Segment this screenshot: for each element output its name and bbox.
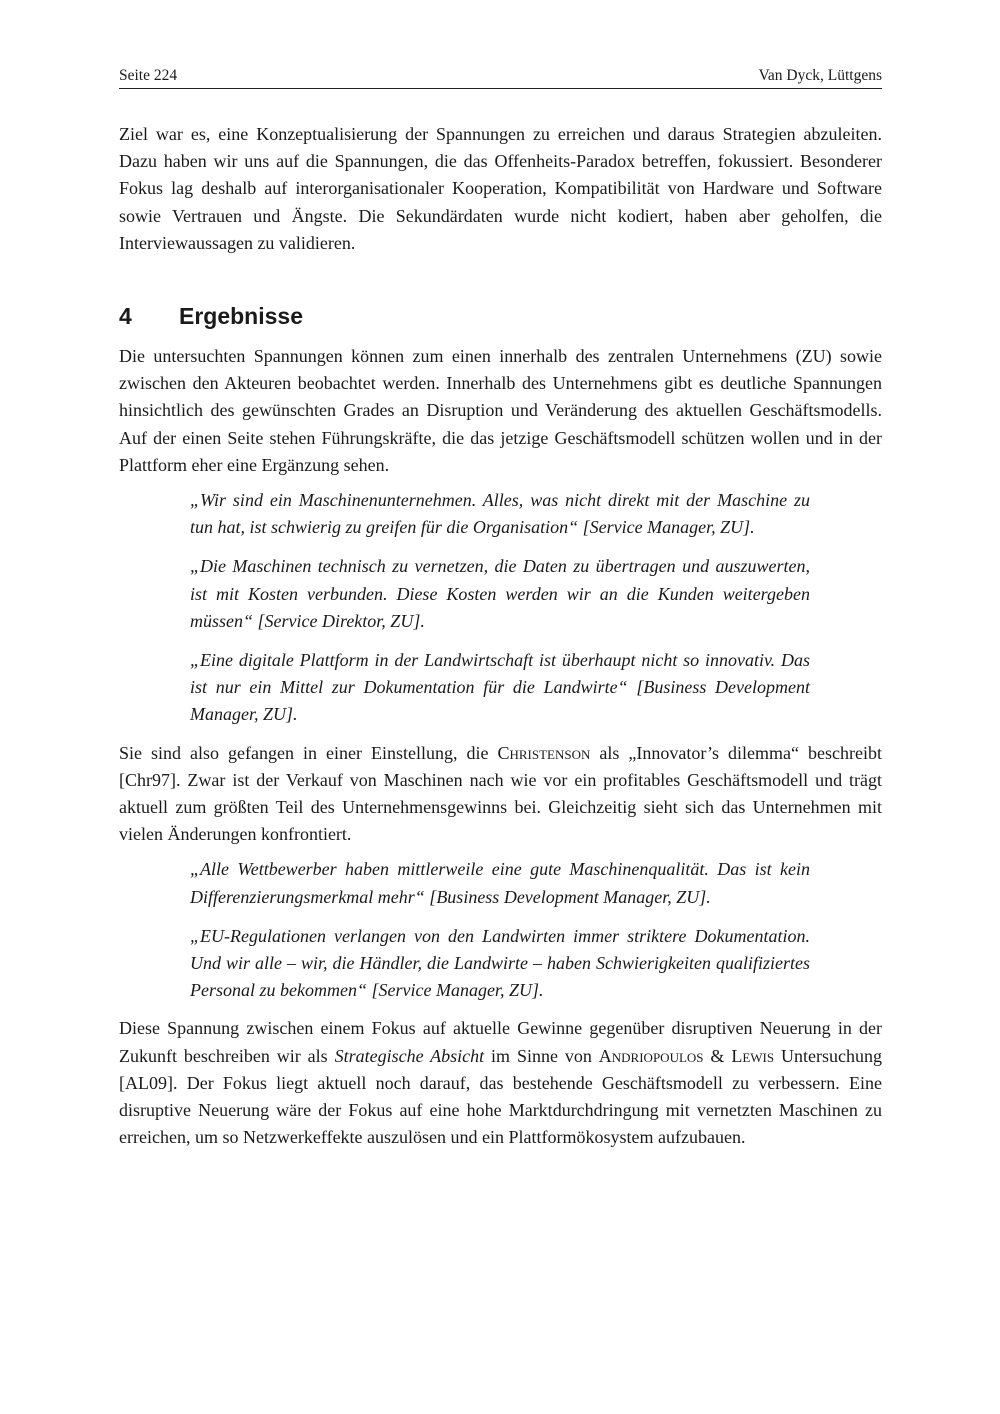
ampersand: & — [703, 1045, 732, 1066]
paragraph-3 — [119, 1015, 882, 1151]
paragraph-2 — [119, 740, 882, 849]
quote-1: „Wir sind ein Maschinenunternehmen. Alles, was nicht direkt mit der Maschine zu tun hat, ist schwierig zu greifen für die Organisation“ [Service Manager, ZU]. — [190, 490, 810, 538]
quote-2: „Die Maschinen technisch zu vernetzen, die Daten zu übertragen und auszuwerten, ist mit Kosten verbunden. Diese Kosten werden wir an die Kunden weitergeben müssen“ [Service Direktor, ZU]. — [190, 556, 810, 631]
header-authors: Van Dyck, Lüttgens — [758, 67, 882, 84]
quote-4: „Alle Wettbewerber haben mittlerweile eine gute Maschinenqualität. Das ist kein Differenzierungsmerkmal mehr“ [Business Development Manager, ZU]. — [190, 859, 810, 907]
section-heading — [119, 301, 303, 331]
paragraph-2-after: als „Innovator’s dilemma“ beschreibt [Chr97]. Zwar ist der Verkauf von Maschinen nach wie vor ein profitables Geschäftsmodell und trägt aktuell zum größten Teil des Unternehmensgewinns bei. Gleichzeitig sieht sich das Unternehmen mit vielen Änderungen konfrontiert. — [119, 742, 882, 845]
running-header — [119, 66, 882, 89]
intro-block — [119, 121, 882, 257]
paragraph-1: Die untersuchten Spannungen können zum einen innerhalb des zentralen Unternehmens (ZU) sowie zwischen den Akteuren beobachtet werden. Innerhalb des Unternehmens gibt es deutliche Spannungen hinsichtlich des gewünschten Grades an Disruption und Veränderung des aktuellen Geschäftsmodells. Auf der einen Seite stehen Führungskräfte, die das jetzige Geschäftsmodell schützen wollen und in der Plattform eher eine Ergänzung sehen. — [119, 346, 882, 475]
paragraph-3-part1: Diese Spannung zwischen einem Fokus auf aktuelle Gewinne gegenüber disruptiven Neuerung in der Zukunft beschreiben wir als — [119, 1018, 882, 1066]
paragraph-2-before: Sie sind also gefangen in einer Einstellung, die — [119, 742, 498, 763]
section-body — [119, 343, 882, 1151]
emphasis-strategische-absicht: Strategische Absicht — [334, 1045, 485, 1066]
author-andriopoulos: Andriopoulos — [598, 1045, 704, 1066]
quote-3: „Eine digitale Plattform in der Landwirtschaft ist überhaupt nicht so innovativ. Das ist nur ein Mittel zur Dokumentation für die Landwirte“ [Business Development Manager, ZU]. — [190, 650, 810, 725]
intro-paragraph: Ziel war es, eine Konzeptualisierung der Spannungen zu erreichen und daraus Strategien abzuleiten. Dazu haben wir uns auf die Spannungen, die das Offenheits-Paradox betreffen, fokussiert. Besonderer Fokus lag deshalb auf interorganisationaler Kooperation, Kompatibilität von Hardware und Software sowie Vertrauen und Ängste. Die Sekundärdaten wurde nicht kodiert, haben aber geholfen, die Interviewaussagen zu validieren. — [119, 124, 882, 253]
section-title: Ergebnisse — [179, 303, 303, 329]
section-number: 4 — [119, 303, 132, 329]
paragraph-3-part3: Untersuchung [AL09]. Der Fokus liegt aktuell noch darauf, das bestehende Geschäftsmodell zu verbessern. Eine disruptive Neuerung wäre der Fokus auf eine hohe Marktdurchdringung mit vernetzten Maschinen zu erreichen, um so Netzwerkeffekte auszulösen und ein Plattformökosystem aufzubauen. — [119, 1045, 882, 1148]
quote-5: „EU-Regulationen verlangen von den Landwirten immer striktere Dokumentation. Und wir alle – wir, die Händler, die Landwirte – haben Schwierigkeiten qualifiziertes Personal zu bekommen“ [Service Manager, ZU]. — [190, 925, 810, 1001]
paragraph-3-part2: im Sinne von — [484, 1045, 599, 1066]
author-christenson: Christenson — [497, 742, 591, 763]
page-number: Seite 224 — [119, 67, 178, 84]
author-lewis: Lewis — [731, 1045, 775, 1066]
